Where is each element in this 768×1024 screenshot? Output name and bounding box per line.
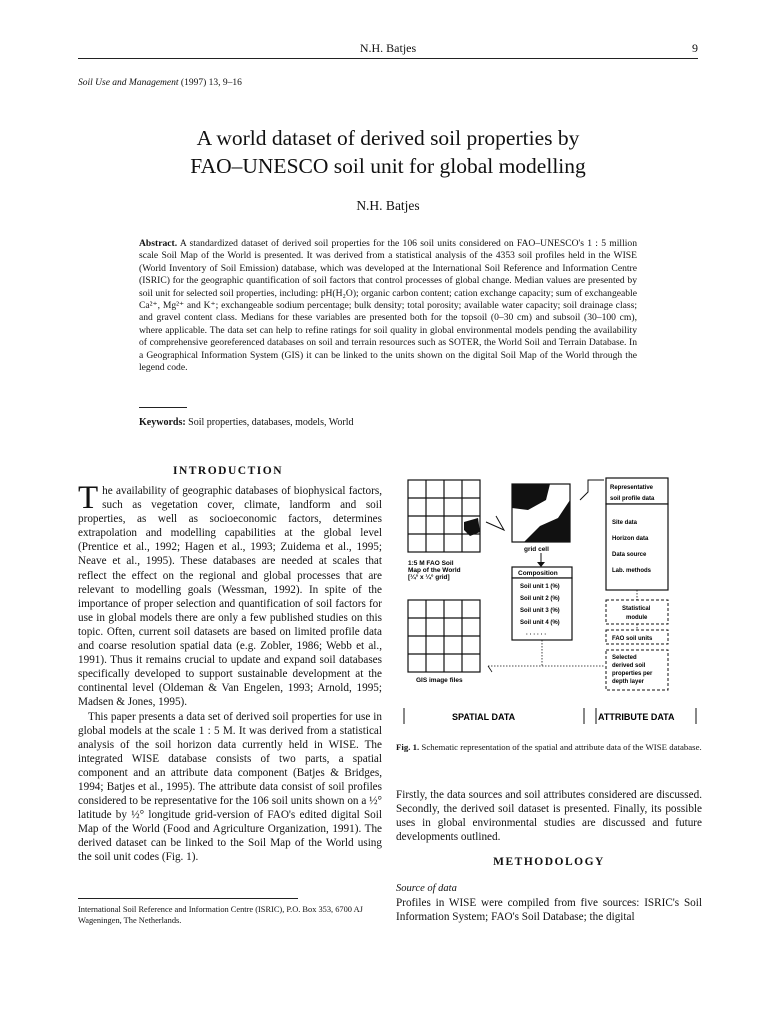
spatial-data-label: SPATIAL DATA	[452, 712, 516, 722]
wise-schematic-diagram	[400, 470, 700, 730]
introduction-heading: INTRODUCTION	[172, 465, 283, 477]
composition-label: Composition	[518, 570, 558, 577]
caption-text: Schematic representation of the spatial and attribute data of the WISE database.	[421, 742, 702, 752]
right-column-paragraph: Firstly, the data sources and soil attributes considered are discussed. Secondly, the derived soil dataset is presented. Finally, its possible uses in global environmental studies are discussed and future developments outlined.	[396, 789, 702, 844]
gis-label: GIS image files	[416, 677, 463, 684]
title-line-1: A world dataset of derived soil properties by	[196, 126, 580, 150]
keywords-text: Soil properties, databases, models, World	[188, 417, 354, 428]
source-of-data-subhead: Source of data	[396, 883, 457, 894]
journal-citation	[78, 78, 242, 88]
attr-site-data: Site data	[612, 520, 638, 526]
sel-line-2: derived soil	[612, 663, 646, 669]
journal-name: Soil Use and Management	[78, 78, 179, 88]
soil-unit-2: Soil unit 2 (%)	[520, 596, 560, 602]
map-label-2: Map of the World	[408, 567, 461, 574]
attribute-data-label: ATTRIBUTE DATA	[598, 712, 675, 722]
introduction-body	[78, 480, 382, 865]
abstract	[139, 238, 637, 374]
methodology-body: Profiles in WISE were compiled from five sources: ISRIC's Soil Information System; FAO's Soil Database; the digital	[396, 897, 702, 924]
figure-caption	[396, 742, 702, 753]
attr-data-source: Data source	[612, 552, 647, 558]
abstract-text: A standardized dataset of derived soil properties for the 106 soil units considered on FAO–UNESCO's 1 : 5 million scale Soil Map of the World is presented. It was derived from a statistical analysis of the 4353 soil profiles held in the WISE (World Inventory of Soil Emission) database, which was developed at the International Soil Reference and Information Centre (ISRIC) for the geographic quantification of soil factors that control processes of global change. Median values are presented by soil unit for selected soil properties, including: pH(H₂O); organic carbon content; cation exchange capacity; sum of exchangeable Ca²⁺, Mg²⁺ and K⁺; exchangeable sodium percentage; bulk density; total porosity; available water capacity; soil drainage class; and gravel content class. Medians for these variables are presented both for the topsoil (0–30 cm) and subsoil (30–100 cm), where applicable. The data set can help to refine ratings for soil quality in global environmental models pending the availability of comprehensive georeferenced databases on soil and terrain resources such as SOTER, the World Soil and Terrain Database. In a Geographical Information System (GIS) it can be linked to the units shown on the digital Soil Map of the World through the legend code.	[139, 238, 637, 374]
keywords-label: Keywords:	[139, 417, 186, 428]
arrow-to-grid-cell	[486, 516, 504, 530]
soil-unit-3: Soil unit 3 (%)	[520, 608, 560, 614]
attr-horizon-data: Horizon data	[612, 536, 649, 542]
intro-paragraph-2: This paper presents a data set of derived soil properties for use in global models at the scale 1 : 5 M. It was derived from a statistical analysis of the soil horizon data currently held in WISE. The integrated WISE database consists of two parts, a spatial component and an attribute data component (Batjes & Bridges, 1994; Batjes et al., 1995). The attribute data consist of soil profiles considered to be representative for the 106 soil units shown on a ½° latitude by ½° longitude grid-version of FAO's edited digital Soil Map of the World (Food and Agriculture Organization, 1991). The derived dataset can be linked to the Soil Map of the World using the soil unit codes (Fig. 1).	[78, 710, 382, 864]
sel-line-4: depth layer	[612, 679, 645, 685]
title-line-2: FAO–UNESCO soil unit for global modelling	[190, 154, 586, 178]
stat-line-1: Statistical	[622, 606, 651, 612]
sel-line-3: properties per	[612, 671, 653, 677]
abstract-label: Abstract.	[139, 238, 178, 249]
methodology-heading: METHODOLOGY	[493, 856, 605, 868]
map-label-1: 1:5 M FAO Soil	[408, 560, 454, 567]
highlighted-cell-icon	[464, 518, 480, 536]
keywords-rule	[139, 407, 187, 408]
grid-cell-label: grid cell	[524, 546, 549, 553]
intro-paragraph-1	[78, 480, 382, 710]
author-byline: N.H. Batjes	[356, 198, 420, 213]
attributes-box	[606, 504, 668, 590]
affiliation-footnote: International Soil Reference and Information Centre (ISRIC), P.O. Box 353, 6700 AJ Wageningen, The Netherlands.	[78, 905, 363, 925]
journal-volume: (1997) 13, 9–16	[180, 78, 242, 88]
sel-line-1: Selected	[612, 655, 637, 661]
more-units-dots: · · · · · ·	[526, 632, 547, 638]
header-author: N.H. Batjes	[359, 41, 417, 55]
rep-line-1: Representative	[610, 485, 654, 491]
stat-line-2: module	[626, 615, 648, 621]
fao-units-label: FAO soil units	[612, 636, 653, 642]
gis-image-grid	[408, 600, 480, 672]
drop-cap: T	[78, 480, 99, 516]
rep-line-2: soil profile data	[610, 496, 655, 502]
arrow-down-head	[537, 562, 545, 567]
intro-paragraph-1-text: he availability of geographic databases of biophysical factors, such as vegetation cover, climate, landform and soil properties, as well as socioeconomic factors, determines extrapolation and modelling capabilities at the global level (Prentice et al., 1992; Hagen et al., 1993; Zuidema et al., 1995; Neave et al., 1995). These databases are needed at scales that reflect the effect on the regional and global processes that are relevant to modelling goals (Wessman, 1992). In spite of the importance of proper selection and quantification of soil factors for use in global models there are only a few published studies on this topic. Often, current soil datasets are based on limited profile data and coarse resolution spatial data (e.g. Zobler, 1986; Webb et al., 1991). Thus it remains crucial to update and expand soil databases specifically developed to support sustainable development at the continental level (Oldeman & Van Engelen, 1993; Arnold, 1995; Madsen & Jones, 1995).	[78, 485, 382, 709]
caption-label: Fig. 1.	[396, 742, 420, 752]
gis-link-tick	[488, 666, 492, 672]
footnote-rule	[78, 898, 298, 899]
figure-1	[400, 470, 700, 730]
soil-unit-4: Soil unit 4 (%)	[520, 620, 560, 626]
bracket-arrow	[580, 480, 604, 500]
attr-lab-methods: Lab. methods	[612, 568, 652, 574]
fao-map-grid	[408, 480, 480, 552]
keywords	[139, 417, 354, 428]
running-header	[78, 40, 698, 59]
article-title	[78, 124, 698, 180]
map-label-3: [¼° x ¼° grid]	[408, 574, 450, 581]
soil-unit-1: Soil unit 1 (%)	[520, 584, 560, 590]
page-number: 9	[692, 41, 698, 55]
